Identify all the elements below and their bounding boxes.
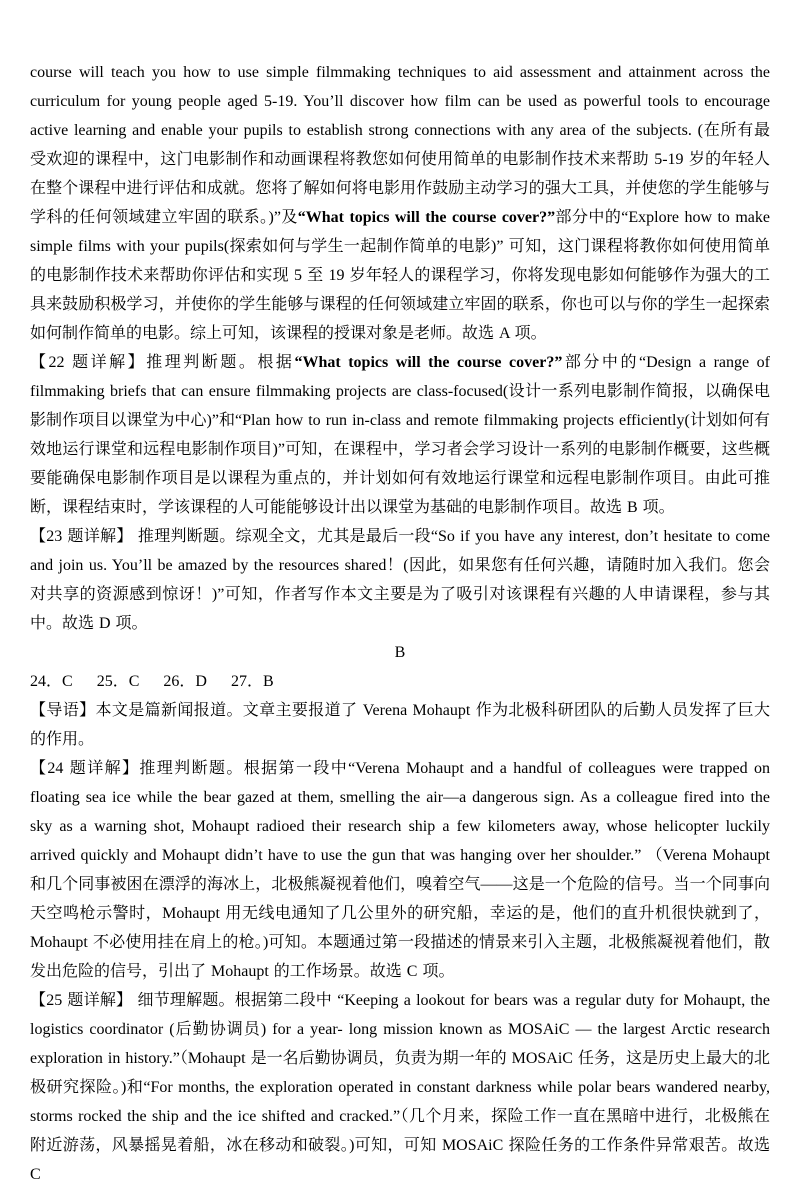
text-run: 【导语】本文是篇新闻报道。文章主要报道了 Verena Mohaupt 作为北极科研团队的后勤人员发挥了巨大的作用。: [30, 702, 770, 748]
paragraph-q24-explanation: [30, 754, 770, 986]
paragraph-q25-explanation: [30, 986, 770, 1189]
text-run: 【23 题详解】 推理判断题。综观全文，尤其是最后一段“So if you have any interest, don’t hesitate to come and join us. You’ll be amazed by the resources shared！(因此，如果您有任何兴趣，请随时加入我们。您会对共享的资源感到惊讶！)”可知，作者写作本文主要是为了吸引对该课程有兴趣的人申请课程，参与其中。故选 D 项。: [30, 528, 770, 632]
section-b-heading: B: [394, 644, 406, 661]
bold-text-run: “What topics will the course cover?”: [294, 354, 563, 371]
text-run: 26．D: [163, 673, 207, 690]
text-run: 【22 题详解】推理判断题。根据: [30, 354, 295, 371]
text-run: 【24 题详解】推理判断题。根据第一段中“Verena Mohaupt and a handful of colleagues were trapped on floating sea ice while the bear gazed at them, smelling the air—a dangerous sign. As a colleague fired into the sky as a warning shot, Mohaupt radioed their research ship a few kilometers away, whose helicopter luckily arrived quickly and Mohaupt didn’t have to use the gun that was hanging over her shoulder.” （Verena Mohaupt 和几个同事被困在漂浮的海冰上，北极熊凝视着他们，嗅着空气——这是一个危险的信号。当一个同事向天空鸣枪示警时，Mohaupt 用无线电通知了几公里外的研究船，幸运的是，他们的直升机很快就到了，Mohaupt 不必使用挂在肩上的枪。)可知。本题通过第一段描述的情景来引入主题，北极熊凝视着他们，散发出危险的信号，引出了 Mohaupt 的工作场景。故选 C 项。: [30, 760, 770, 980]
text-run: course will teach you how to use simple filmmaking techniques to aid assessment and attainment across the curriculum for young people aged 5-19. You’ll discover how film can be used as powerful tools to encourage active learning and enable your pupils to establish strong connections with any area of the subjects. (在所有最受欢迎的课程中，这门电影制作和动画课程将教您如何使用简单的电影制作技术来帮助 5-19 岁的年轻人在整个课程中进行评估和成就。您将了解如何将电影用作鼓励主动学习的强大工具，并使您的学生能够与学科的任何领域建立牢固的联系。)”及: [30, 64, 770, 226]
text-run: 24．C: [30, 673, 73, 690]
text-run: 【25 题详解】 细节理解题。根据第二段中 “Keeping a lookout for bears was a regular duty for Mohaupt, the logistics coordinator (后勤协调员) for a year- long mission known as MOSAiC — the largest Arctic research exploration in history.”（Mohaupt 是一名后勤协调员，负责为期一年的 MOSAiC 任务，这是历史上最大的北极研究探险。)和“For months, the exploration operated in constant darkness while polar bears wandered nearby, storms rocked the ship and the ice shifted and cracked.”（几个月来，探险工作一直在黑暗中进行，北极熊在附近游荡，风暴摇晃着船，冰在移动和破裂。)可知，可知 MOSAiC 探险任务的工作条件异常艰苦。故选 C: [30, 992, 770, 1183]
paragraph-passage-b-intro: [30, 696, 770, 754]
text-run: 部分中的“Explore how to make simple films with your pupils(探索如何与学生一起制作简单的电影)” 可知，这门课程将教你如何使用简单的电影制作技术来帮助你评估和实现 5 至 19 岁年轻人的课程学习，你将发现电影如何能够作为强大的工具来鼓励积极学习，并使你的学生能够与课程的任何领域建立牢固的联系，你也可以与你的学生一起探索如何制作简单的电影。综上可知，该课程的授课对象是老师。故选 A 项。: [30, 209, 770, 342]
paragraph-q21-explanation-continuation: [30, 58, 770, 348]
text-run: 25．C: [96, 673, 140, 690]
answers-line-24-27: [30, 667, 770, 696]
bold-text-run: “What topics will the course cover?”: [297, 209, 556, 226]
paragraph-q23-explanation: [30, 522, 770, 638]
text-run: 部分中的“Design a range of filmmaking briefs that can ensure filmmaking projects are class-focused(设计一系列电影制作简报，以确保电影制作项目以课堂为中心)”和“Plan how to run in-class and remote filmmaking projects efficiently(计划如何有效地运行课堂和远程电影制作项目)”可知，在课程中，学习者会学习设计一系列的电影制作概要，这些概要能确保电影制作项目是以课程为重点的，并计划如何有效地运行课堂和远程电影制作项目。由此可推断，课程结束时，学该课程的人可能能够设计出以课堂为基础的电影制作项目。故选 B 项。: [30, 354, 770, 516]
text-run: 27．B: [230, 673, 274, 690]
paragraph-q22-explanation: [30, 348, 770, 522]
